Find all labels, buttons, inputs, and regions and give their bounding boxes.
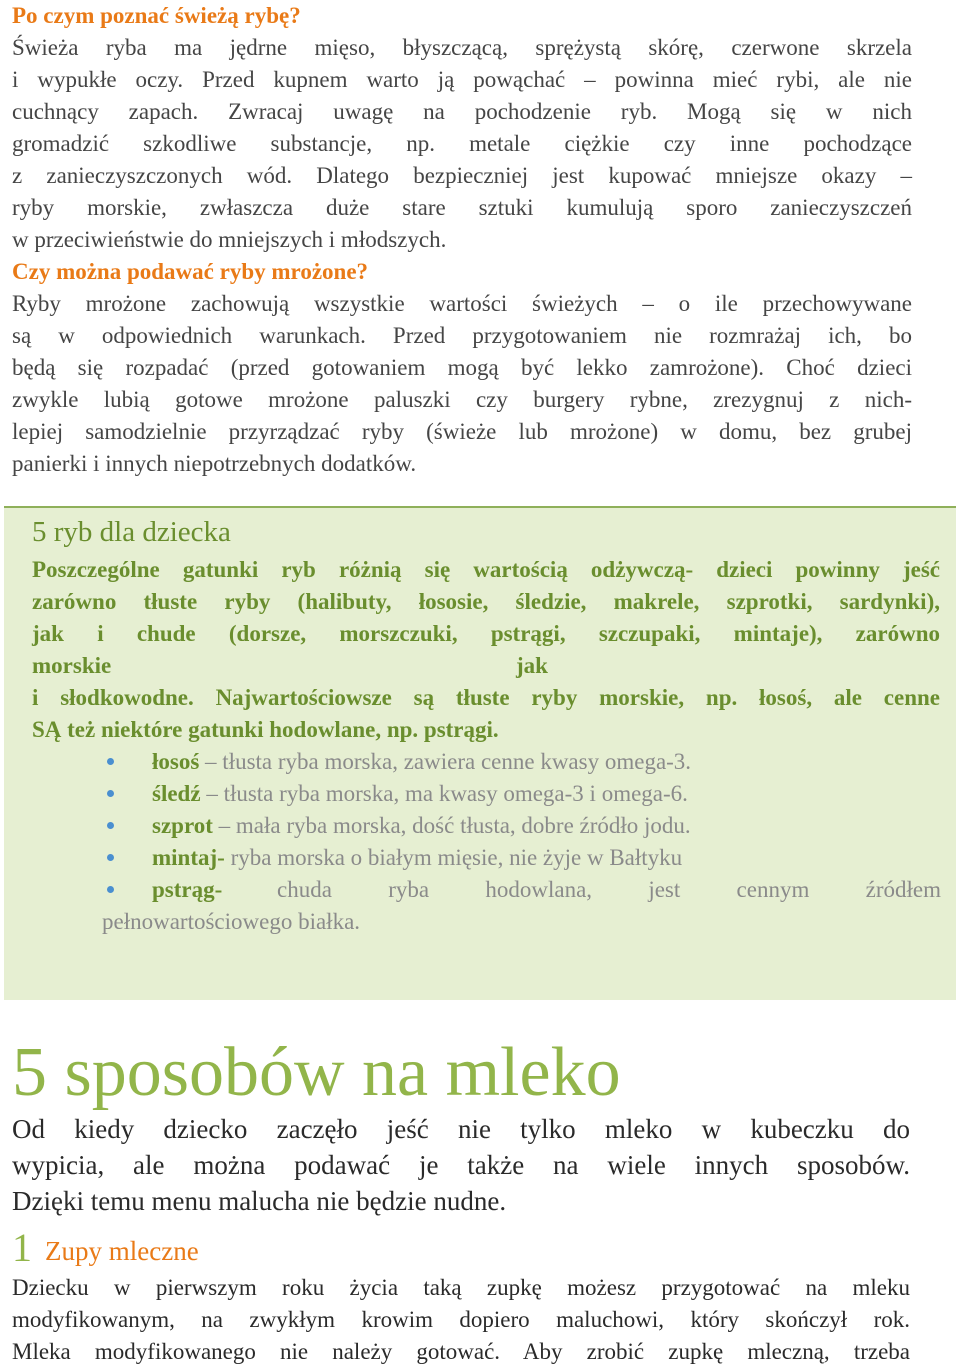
paragraph-line: w przeciwieństwie do mniejszych i młodszych. xyxy=(12,227,447,252)
item-line: modyfikowanym, na zwykłym krowim dopiero maluchowi, który skończył rok. xyxy=(12,1307,910,1332)
fish-item xyxy=(152,814,691,837)
fish-desc: – tłusta ryba morska, zawiera cenne kwasy omega-3. xyxy=(199,749,692,774)
paragraph-line: zwykle lubią gotowe mrożone paluszki czy burgery rybne, zrezygnuj z nich- xyxy=(12,387,912,412)
paragraph-line: cuchnący zapach. Zwracaj uwagę na pochodzenie ryb. Mogą się w nich xyxy=(12,99,912,124)
fish-item xyxy=(152,846,682,869)
item-line: Mleka modyfikowanego nie należy gotować. Aby zrobić zupkę mleczną, trzeba xyxy=(12,1339,910,1364)
bullet-icon xyxy=(107,790,114,797)
paragraph-line: Świeża ryba ma jędrne mięso, błyszczącą, sprężystą skórę, czerwone skrzela xyxy=(12,35,912,60)
paragraph-line: Ryby mrożone zachowują wszystkie wartości świeżych – o ile przechowywane xyxy=(12,291,912,316)
fish-name: szprot xyxy=(152,813,213,838)
item-number: 1 xyxy=(12,1225,32,1270)
section-heading-frozen-fish: Czy można podawać ryby mrożone? xyxy=(12,259,369,284)
bullet-icon xyxy=(107,758,114,765)
bullet-icon xyxy=(107,886,114,893)
box-line: jak xyxy=(516,653,548,678)
intro-line: Od kiedy dziecko zaczęło jeść nie tylko mleko w kubeczku do xyxy=(12,1114,910,1144)
fish-name: pstrąg- xyxy=(152,877,223,902)
fish-desc: – mała ryba morska, dość tłusta, dobre źródło jodu. xyxy=(212,813,691,838)
fish-for-kids-box xyxy=(4,506,956,1000)
paragraph-line: lepiej samodzielnie przyrządzać ryby (świeże lub mrożone) w domu, bez grubej xyxy=(12,419,912,444)
fish-name: łosoś xyxy=(152,749,200,774)
box-line: Poszczególne gatunki ryb różnią się wartością odżywczą- dzieci powinny jeść xyxy=(32,557,940,582)
paragraph-line: panierki i innych niepotrzebnych dodatków. xyxy=(12,451,417,476)
fish-desc-continued: pełnowartościowego białka. xyxy=(102,909,361,934)
box-line: SĄ też niektóre gatunki hodowlane, np. pstrągi. xyxy=(32,717,499,742)
fish-name: mintaj- xyxy=(152,845,225,870)
intro-line: Dzięki temu menu malucha nie będzie nudne. xyxy=(12,1186,507,1216)
section-heading-fresh-fish: Po czym poznać świeżą rybę? xyxy=(12,3,301,28)
fish-item xyxy=(152,750,691,773)
paragraph-line: ryby morskie, zwłaszcza duże stare sztuki kumulują sporo zanieczyszczeń xyxy=(12,195,912,220)
box-title: 5 ryb dla dziecka xyxy=(32,516,231,548)
item-title: Zupy mleczne xyxy=(45,1236,199,1266)
intro-line: wypicia, ale można podawać je także na wiele innych sposobów. xyxy=(12,1150,910,1180)
fish-desc: ryba morska o białym mięsie, nie żyje w Bałtyku xyxy=(224,845,683,870)
bullet-icon xyxy=(107,822,114,829)
box-line: i słodkowodne. Najwartościowsze są tłuste ryby morskie, np. łosoś, ale cenne xyxy=(32,685,940,710)
fish-desc: chuda ryba hodowlana, jest cennym źródłem xyxy=(277,877,941,902)
paragraph-line: są w odpowiednich warunkach. Przed przygotowaniem nie rozmrażaj ich, bo xyxy=(12,323,912,348)
bullet-icon xyxy=(107,854,114,861)
box-line: jak i chude (dorsze, morszczuki, pstrągi, szczupaki, mintaje), zarówno xyxy=(32,621,940,646)
item-line: Dziecku w pierwszym roku życia taką zupkę możesz przygotować na mleku xyxy=(12,1275,910,1300)
fish-desc: – tłusta ryba morska, ma kwasy omega-3 i omega-6. xyxy=(200,781,688,806)
fish-item xyxy=(152,782,688,805)
paragraph-line: i wypukłe oczy. Przed kupnem warto ją powąchać – powinna mieć rybi, ale nie xyxy=(12,67,912,92)
fish-name: śledź xyxy=(152,781,201,806)
milk-section-title: 5 sposobów na mleko xyxy=(12,1034,621,1111)
paragraph-line: z zanieczyszczonych wód. Dlatego bezpieczniej jest kupować mniejsze okazy – xyxy=(12,163,912,188)
paragraph-line: gromadzić szkodliwe substancje, np. metale ciężkie czy inne pochodzące xyxy=(12,131,912,156)
paragraph-line: będą się rozpadać (przed gotowaniem mogą być lekko zamrożone). Choć dzieci xyxy=(12,355,912,380)
box-line: morskie xyxy=(32,653,112,678)
box-line: zarówno tłuste ryby (halibuty, łososie, śledzie, makrele, szprotki, sardynki), xyxy=(32,589,940,614)
